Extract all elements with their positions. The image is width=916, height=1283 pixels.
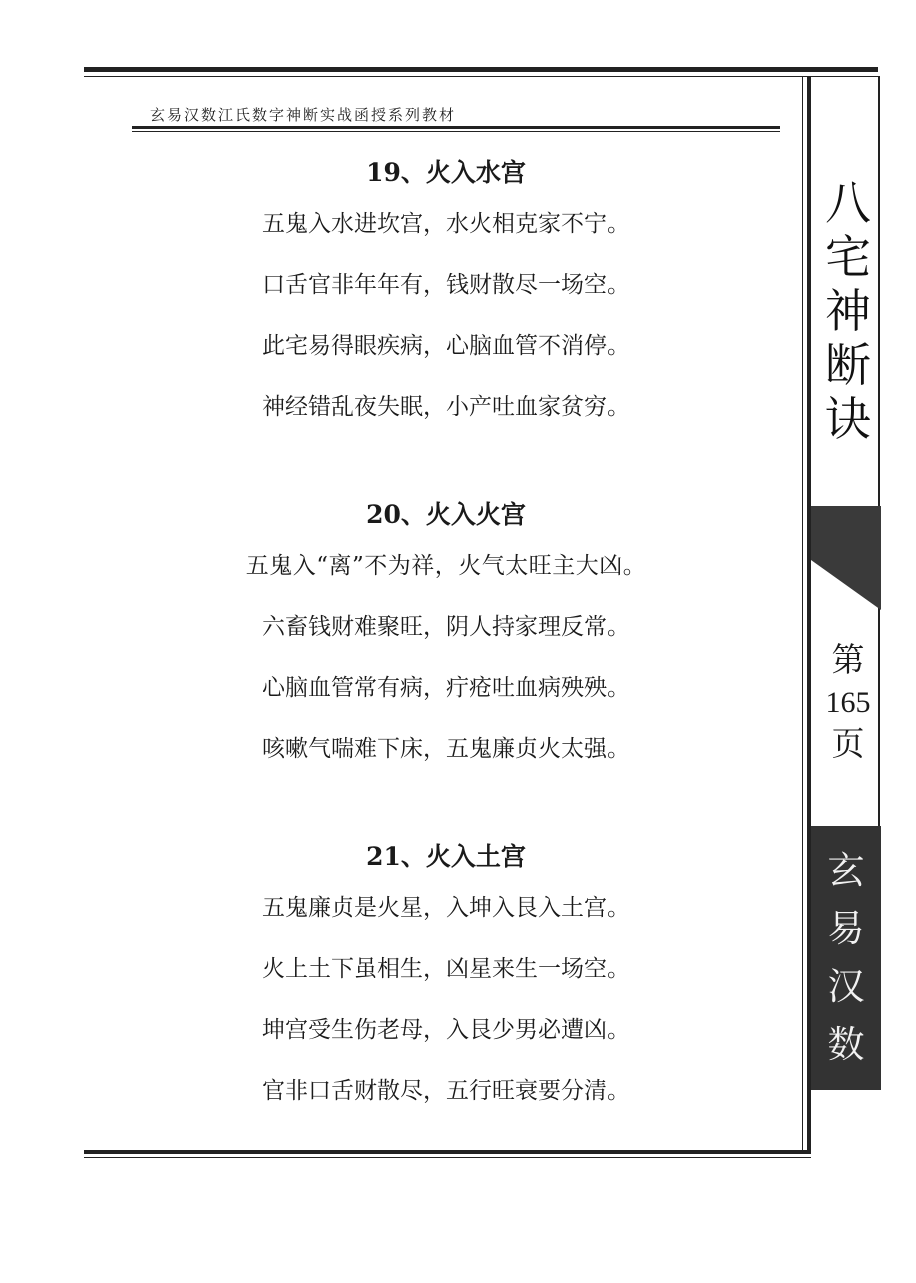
section-21	[88, 836, 804, 1122]
book-title-char: 诀	[825, 392, 871, 446]
verse-line: 五鬼廉贞是火星，入坤入艮入土宫。	[262, 895, 630, 921]
section-title: 20、火入火宫	[366, 500, 526, 529]
verse-line: 此宅易得眼疾病，心脑血管不消停。	[262, 333, 630, 359]
header-rule-thick	[132, 126, 780, 129]
verse-line: 五鬼入“离”不为祥，火气太旺主大凶。	[245, 553, 647, 579]
top-border-thin	[84, 76, 878, 77]
sidebar-brand	[811, 826, 881, 1090]
brand-char: 玄	[827, 849, 865, 892]
verse-line: 咳嗽气喘难下床，五鬼廉贞火太强。	[262, 736, 630, 762]
bottom-border-thick	[84, 1150, 811, 1154]
verse-line: 六畜钱财难聚旺，阴人持家理反常。	[262, 614, 630, 640]
verse-line: 坤宫受生伤老母，入艮少男必遭凶。	[262, 1017, 630, 1043]
verse-line: 口舌官非年年有，钱财散尽一场空。	[262, 272, 630, 298]
page-number-value: 165	[825, 686, 871, 719]
sidebar-book-title	[818, 176, 878, 446]
brand-char: 易	[827, 907, 865, 950]
brand-char: 汉	[827, 965, 865, 1008]
header-rule-thin	[132, 131, 780, 132]
book-title-char: 神	[825, 284, 871, 338]
verse-line: 五鬼入水进坎宫，水火相克家不宁。	[262, 211, 630, 237]
book-title-char: 断	[825, 338, 871, 392]
section-title: 21、火入土宫	[366, 842, 526, 871]
verse-line: 神经错乱夜失眠，小产吐血家贫穷。	[262, 394, 630, 420]
verse-line: 官非口舌财散尽，五行旺衰要分清。	[262, 1078, 630, 1104]
section-19	[88, 152, 804, 438]
brand-char: 数	[827, 1023, 865, 1066]
page-prefix: 第	[831, 643, 865, 679]
page-suffix: 页	[831, 727, 865, 763]
section-title: 19、火入水宫	[366, 158, 526, 187]
section-20	[88, 494, 804, 780]
book-title-char: 八	[825, 176, 871, 230]
verse-line: 火上土下虽相生，凶星来生一场空。	[262, 956, 630, 982]
page-number	[820, 640, 876, 766]
sidebar-tab-upper	[811, 500, 881, 610]
verse-line: 心脑血管常有病，疔疮吐血病殃殃。	[262, 675, 630, 701]
series-title: 玄易汉数江氏数字神断实战函授系列教材	[150, 106, 457, 124]
top-border-thick	[84, 67, 878, 72]
book-title-char: 宅	[825, 230, 871, 284]
bottom-border-thin	[84, 1157, 811, 1158]
